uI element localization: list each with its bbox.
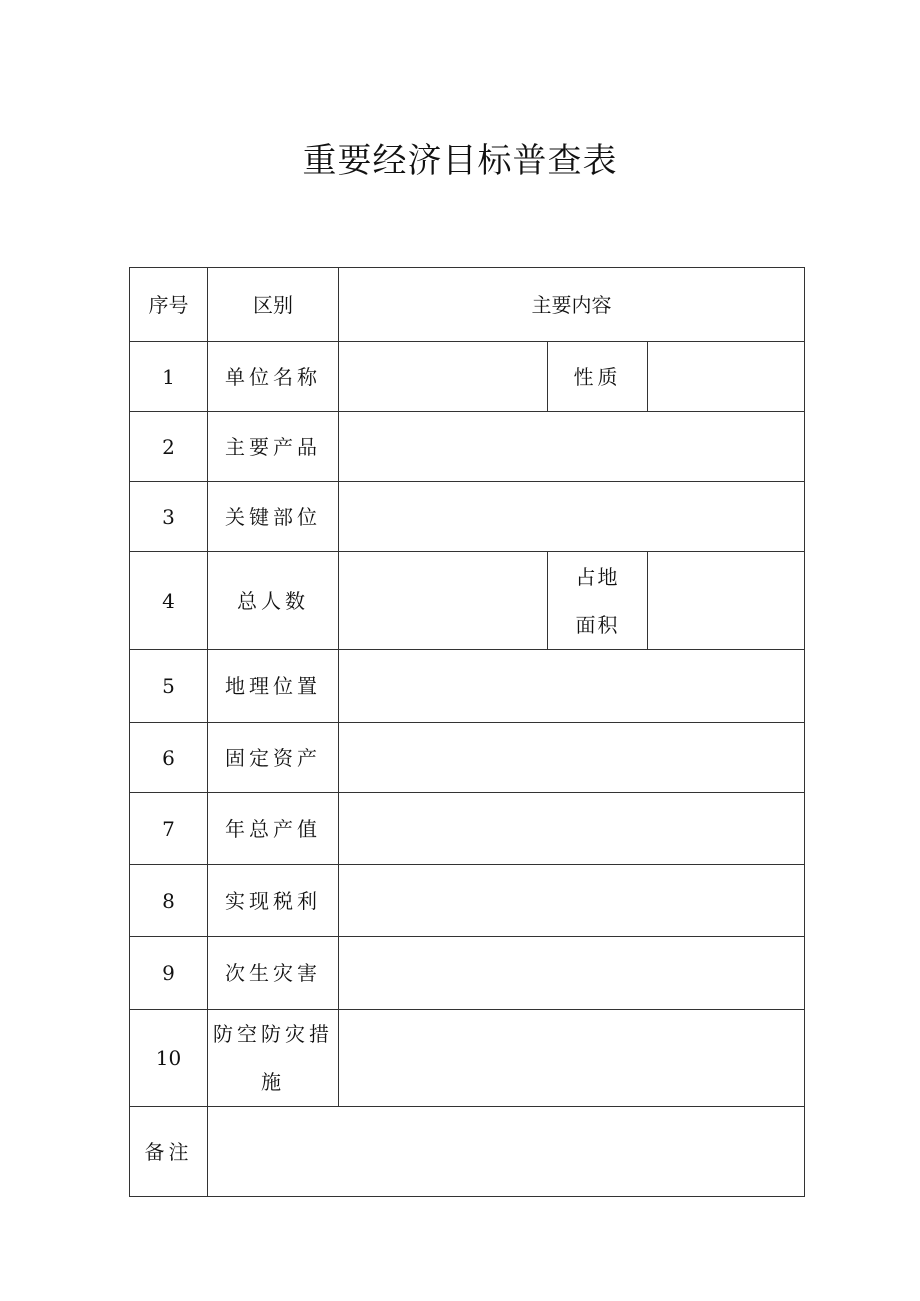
row-label-total-people: 总人数 xyxy=(208,552,339,650)
table-row xyxy=(130,865,805,937)
row-label-tax-profit: 实现税利 xyxy=(208,865,339,937)
floor-area-label-line1: 占地 xyxy=(575,564,620,589)
row-number: 4 xyxy=(130,552,208,650)
row-number: 9 xyxy=(130,937,208,1010)
row-label-secondary-disasters: 次生灾害 xyxy=(208,937,339,1010)
main-products-field[interactable] xyxy=(339,412,805,482)
row-label-fixed-assets: 固定资产 xyxy=(208,723,339,793)
tax-profit-field[interactable] xyxy=(339,865,805,937)
row-sublabel-floor-area xyxy=(548,552,648,650)
nature-field[interactable] xyxy=(648,342,805,412)
row-number: 3 xyxy=(130,482,208,552)
table-row xyxy=(130,1010,805,1107)
row-number: 5 xyxy=(130,650,208,723)
row-number: 8 xyxy=(130,865,208,937)
page-title: 重要经济目标普查表 xyxy=(302,141,618,181)
floor-area-label-line2: 面积 xyxy=(575,612,620,637)
table-row xyxy=(130,937,805,1010)
header-category: 区别 xyxy=(208,268,339,342)
row-label-key-parts: 关键部位 xyxy=(208,482,339,552)
air-defense-measures-field[interactable] xyxy=(339,1010,805,1107)
remarks-label: 备注 xyxy=(130,1107,208,1197)
row-label-unit-name: 单位名称 xyxy=(208,342,339,412)
table-row xyxy=(130,342,805,412)
table-row xyxy=(130,723,805,793)
header-content: 主要内容 xyxy=(339,268,805,342)
header-seq: 序号 xyxy=(130,268,208,342)
secondary-disasters-field[interactable] xyxy=(339,937,805,1010)
annual-output-field[interactable] xyxy=(339,793,805,865)
row-label-main-products: 主要产品 xyxy=(208,412,339,482)
row-number: 7 xyxy=(130,793,208,865)
table-header-row xyxy=(130,268,805,342)
table-row-remarks xyxy=(130,1107,805,1197)
row-label-annual-output: 年总产值 xyxy=(208,793,339,865)
row-number: 1 xyxy=(130,342,208,412)
table-row xyxy=(130,552,805,650)
fixed-assets-field[interactable] xyxy=(339,723,805,793)
table-row xyxy=(130,482,805,552)
row-number: 10 xyxy=(130,1010,208,1107)
row-label-location: 地理位置 xyxy=(208,650,339,723)
key-parts-field[interactable] xyxy=(339,482,805,552)
floor-area-field[interactable] xyxy=(648,552,805,650)
unit-name-field[interactable] xyxy=(339,342,548,412)
row-label-air-defense-measures: 防空防灾措施 xyxy=(208,1010,339,1107)
survey-table xyxy=(129,267,805,1197)
row-number: 6 xyxy=(130,723,208,793)
table-row xyxy=(130,650,805,723)
row-sublabel-nature: 性质 xyxy=(548,342,648,412)
row-number: 2 xyxy=(130,412,208,482)
location-field[interactable] xyxy=(339,650,805,723)
remarks-field[interactable] xyxy=(208,1107,805,1197)
table-row xyxy=(130,793,805,865)
table-row xyxy=(130,412,805,482)
total-people-field[interactable] xyxy=(339,552,548,650)
